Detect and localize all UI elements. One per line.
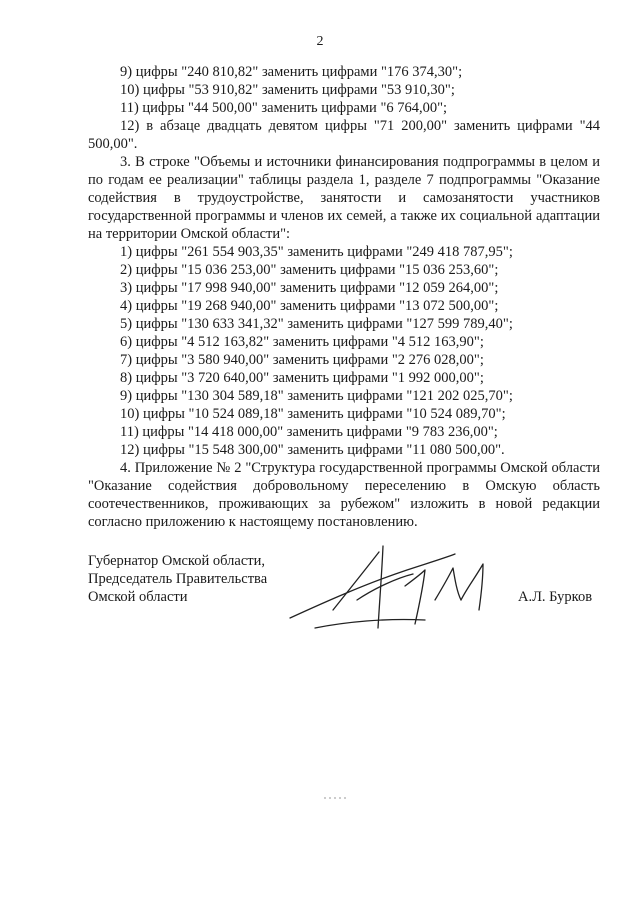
page-number: 2	[316, 34, 324, 49]
amendment-item-9: 9) цифры "240 810,82" заменить цифрами "176 374,30";	[120, 64, 463, 80]
scan-artifact	[322, 796, 352, 800]
section-3-item-11: 11) цифры "14 418 000,00" заменить цифрами "9 783 236,00";	[120, 424, 498, 440]
signatory-name: А.Л. Бурков	[518, 589, 593, 605]
signatory-title-line-1: Губернатор Омской области,	[88, 553, 265, 569]
signatory-title-line-3: Омской области	[88, 589, 188, 605]
section-3-item-7: 7) цифры "3 580 940,00" заменить цифрами "2 276 028,00";	[120, 352, 484, 368]
signatory-title	[88, 552, 318, 606]
section-3-item-8: 8) цифры "3 720 640,00" заменить цифрами "1 992 000,00";	[120, 370, 484, 386]
section-3-item-4: 4) цифры "19 268 940,00" заменить цифрами "13 072 500,00";	[120, 298, 499, 314]
amendment-item-10: 10) цифры "53 910,82" заменить цифрами "53 910,30";	[120, 82, 455, 98]
handwritten-signature	[285, 540, 515, 640]
amendment-item-12: 12) в абзаце двадцать девятом цифры "71 200,00" заменить цифрами "44 500,00".	[88, 118, 600, 152]
amendment-item-11: 11) цифры "44 500,00" заменить цифрами "6 764,00";	[120, 100, 448, 116]
section-3-item-12: 12) цифры "15 548 300,00" заменить цифрами "11 080 500,00".	[120, 442, 505, 458]
section-3-item-10: 10) цифры "10 524 089,18" заменить цифрами "10 524 089,70";	[120, 406, 506, 422]
section-3-item-2: 2) цифры "15 036 253,00" заменить цифрами "15 036 253,60";	[120, 262, 499, 278]
section-3-intro: 3. В строке "Объемы и источники финансирования подпрограммы в целом и по годам ее реализации" таблицы раздела 1, разделе 7 подпрограммы "Оказание содействия в трудоустройстве, занятости и самозанятости участников государственной программы и членов их семей, а также их социальной адаптации на территории Омской области":	[88, 154, 600, 242]
section-3-item-3: 3) цифры "17 998 940,00" заменить цифрами "12 059 264,00";	[120, 280, 499, 296]
section-4: 4. Приложение № 2 "Структура государственной программы Омской области "Оказание содействия добровольному переселению в Омскую область соотечественников, проживающих за рубежом" изложить в новой редакции согласно приложению к настоящему постановлению.	[88, 460, 600, 530]
signatory-title-line-2: Председатель Правительства	[88, 571, 268, 587]
section-3-item-1: 1) цифры "261 554 903,35" заменить цифрами "249 418 787,95";	[120, 244, 513, 260]
section-3-item-9: 9) цифры "130 304 589,18" заменить цифрами "121 202 025,70";	[120, 388, 513, 404]
section-3-item-6: 6) цифры "4 512 163,82" заменить цифрами "4 512 163,90";	[120, 334, 484, 350]
document-body	[88, 63, 600, 531]
section-3-item-5: 5) цифры "130 633 341,32" заменить цифрами "127 599 789,40";	[120, 316, 513, 332]
